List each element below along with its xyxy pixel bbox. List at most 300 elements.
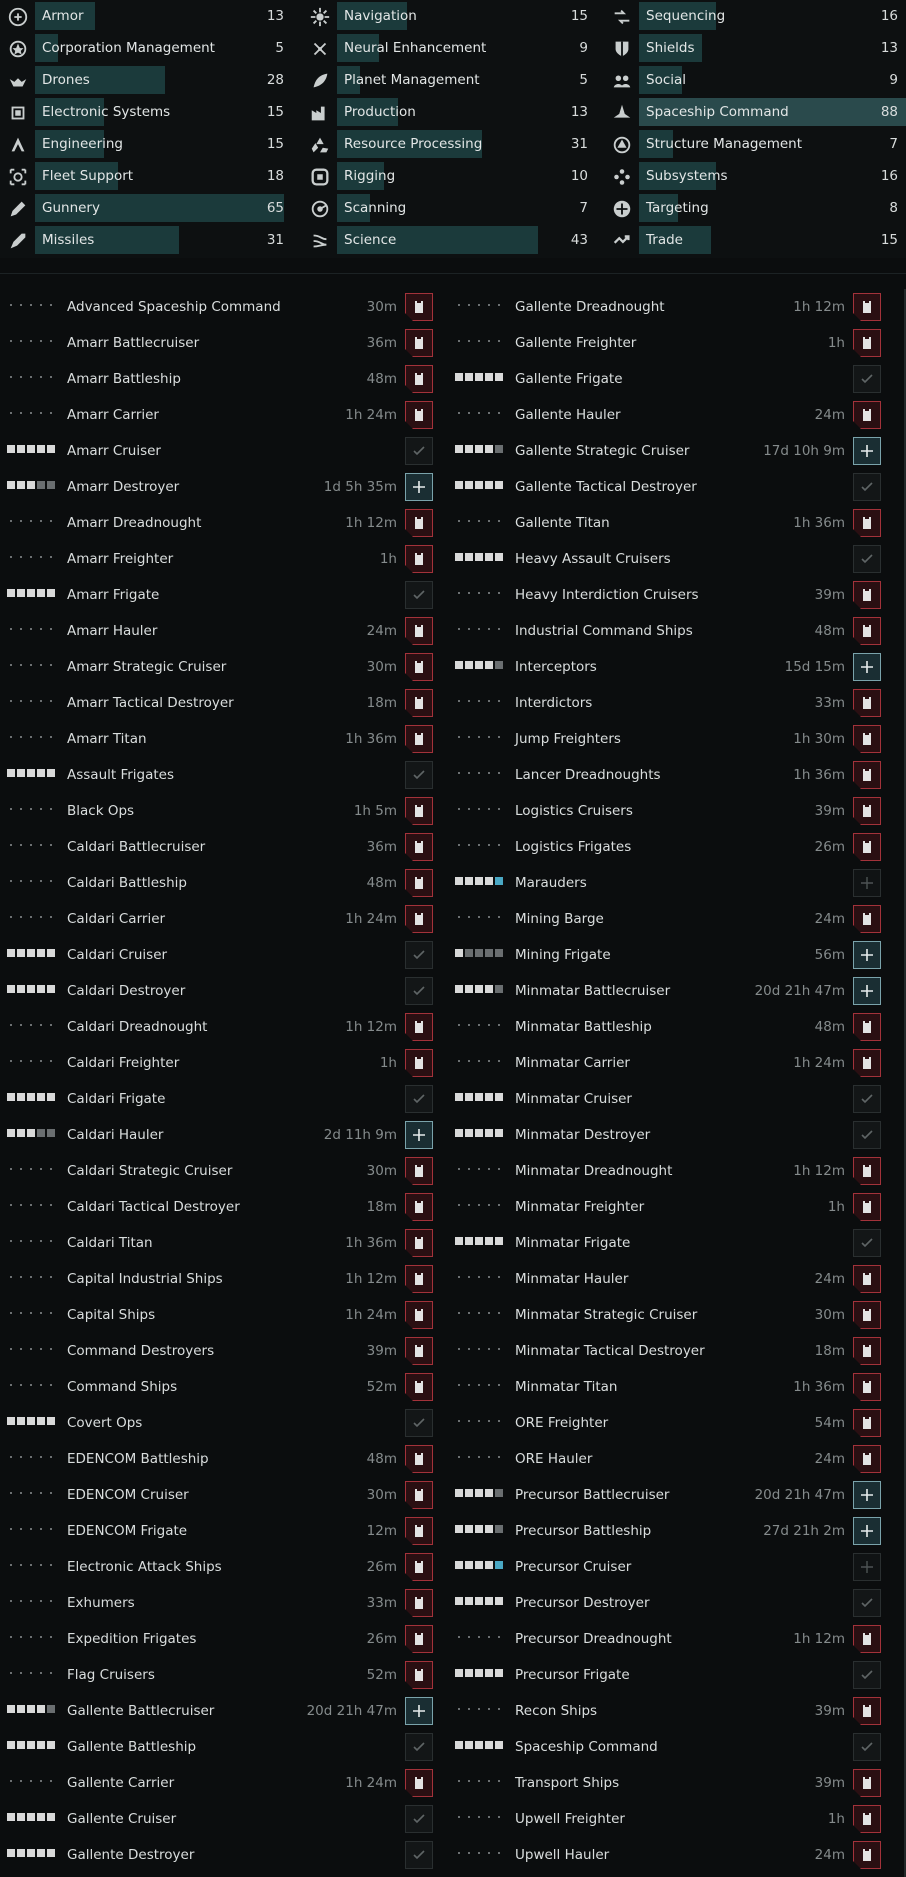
inject-skillbook-button[interactable] — [405, 1625, 433, 1653]
inject-skillbook-button[interactable] — [405, 401, 433, 429]
skill-row[interactable] — [0, 1261, 440, 1297]
skill-row[interactable] — [448, 685, 888, 721]
skill-row[interactable] — [0, 469, 440, 505]
skill-level-indicator — [7, 301, 55, 309]
skill-level-box — [17, 517, 25, 525]
skill-row[interactable] — [0, 1369, 440, 1405]
skill-level-box — [465, 445, 473, 453]
skill-level-box — [455, 1345, 463, 1353]
skill-level-box — [27, 769, 35, 777]
skill-level-box — [17, 481, 25, 489]
trained-check-icon — [405, 1805, 433, 1833]
inject-skillbook-button[interactable] — [853, 1265, 881, 1293]
skill-row[interactable] — [448, 1009, 888, 1045]
inject-skillbook-button[interactable] — [853, 833, 881, 861]
skill-row[interactable] — [0, 397, 440, 433]
skill-row[interactable] — [448, 505, 888, 541]
skill-level-indicator — [455, 517, 503, 525]
skill-level-box — [17, 1165, 25, 1173]
skill-row[interactable] — [448, 1765, 888, 1801]
skill-level-box — [485, 1345, 493, 1353]
skill-level-box — [475, 1741, 483, 1749]
skill-row[interactable] — [0, 1117, 440, 1153]
skill-level-box — [7, 445, 15, 453]
skill-row[interactable] — [0, 721, 440, 757]
category-count: 15 — [880, 232, 898, 248]
skill-level-box — [47, 1165, 55, 1173]
add-to-queue-button[interactable] — [853, 977, 881, 1005]
inject-skillbook-button[interactable] — [853, 401, 881, 429]
skill-row[interactable] — [0, 1189, 440, 1225]
skill-level-indicator — [455, 1129, 503, 1137]
skill-row[interactable] — [448, 1189, 888, 1225]
inject-skillbook-button[interactable] — [405, 1229, 433, 1257]
category-resource-processing[interactable] — [302, 129, 596, 159]
skill-level-box — [465, 1561, 473, 1569]
inject-skillbook-button[interactable] — [853, 1373, 881, 1401]
inject-skillbook-button[interactable] — [853, 1337, 881, 1365]
skill-level-box — [47, 1309, 55, 1317]
category-engineering[interactable] — [0, 129, 292, 159]
skill-level-box — [495, 481, 503, 489]
skill-name: Minmatar Hauler — [515, 1271, 629, 1287]
skill-level-box — [47, 1849, 55, 1857]
category-corporation-management[interactable] — [0, 33, 292, 63]
inject-skillbook-button[interactable] — [853, 1697, 881, 1725]
skill-row[interactable] — [0, 973, 440, 1009]
skill-level-box — [455, 1309, 463, 1317]
inject-skillbook-button[interactable] — [405, 365, 433, 393]
skill-level-box — [17, 769, 25, 777]
skill-row[interactable] — [448, 1513, 888, 1549]
skill-name: Mining Frigate — [515, 947, 611, 963]
add-to-queue-button[interactable] — [853, 1517, 881, 1545]
skill-level-box — [455, 1021, 463, 1029]
skill-row[interactable] — [448, 937, 888, 973]
skill-level-box — [455, 1633, 463, 1641]
skill-row[interactable] — [0, 433, 440, 469]
skill-row[interactable] — [0, 685, 440, 721]
recycle-icon — [306, 132, 334, 158]
skill-level-box — [37, 409, 45, 417]
inject-skillbook-button[interactable] — [853, 1841, 881, 1869]
skill-level-box — [475, 1201, 483, 1209]
add-to-queue-button[interactable] — [853, 941, 881, 969]
skill-row[interactable] — [0, 1837, 440, 1873]
category-label: Planet Management — [344, 72, 480, 88]
skill-level-box — [27, 949, 35, 957]
skill-level-box — [485, 1021, 493, 1029]
skill-level-box — [455, 1057, 463, 1065]
skill-level-box — [37, 1525, 45, 1533]
skill-level-indicator — [455, 445, 503, 453]
skill-train-time: 12m — [366, 1523, 397, 1539]
inject-skillbook-button[interactable] — [853, 689, 881, 717]
skill-level-box — [27, 409, 35, 417]
skill-level-box — [475, 517, 483, 525]
inject-skillbook-button[interactable] — [405, 1337, 433, 1365]
skill-row[interactable] — [0, 1801, 440, 1837]
category-sequencing[interactable] — [604, 1, 906, 31]
skill-level-box — [47, 481, 55, 489]
skill-row[interactable] — [0, 865, 440, 901]
skill-level-box — [465, 769, 473, 777]
skill-level-indicator — [455, 1165, 503, 1173]
inject-skillbook-button[interactable] — [405, 1373, 433, 1401]
skill-name: Amarr Battleship — [67, 371, 181, 387]
inject-skillbook-button[interactable] — [405, 329, 433, 357]
skill-row[interactable] — [448, 1225, 888, 1261]
add-to-queue-button[interactable] — [405, 1121, 433, 1149]
skill-level-indicator — [455, 1237, 503, 1245]
inject-skillbook-button[interactable] — [405, 545, 433, 573]
category-trade[interactable] — [604, 225, 906, 255]
skill-row[interactable] — [448, 1405, 888, 1441]
skill-level-box — [47, 1489, 55, 1497]
skill-row[interactable] — [0, 289, 440, 325]
category-subsystems[interactable] — [604, 161, 906, 191]
skill-name: Amarr Cruiser — [67, 443, 161, 459]
skill-level-box — [7, 589, 15, 597]
skill-level-box — [495, 1705, 503, 1713]
skill-level-indicator — [455, 589, 503, 597]
inject-skillbook-button[interactable] — [405, 797, 433, 825]
skill-row[interactable] — [448, 361, 888, 397]
skill-level-box — [465, 985, 473, 993]
inject-skillbook-button[interactable] — [405, 1481, 433, 1509]
category-count: 10 — [570, 168, 588, 184]
skill-level-box — [37, 697, 45, 705]
skill-row[interactable] — [0, 325, 440, 361]
skill-row[interactable] — [448, 973, 888, 1009]
skill-row[interactable] — [0, 901, 440, 937]
skill-row[interactable] — [0, 1729, 440, 1765]
skill-level-box — [465, 805, 473, 813]
inject-skillbook-button[interactable] — [405, 653, 433, 681]
skill-name: Gallente Titan — [515, 515, 610, 531]
skill-row[interactable] — [448, 1549, 888, 1585]
category-count: 43 — [570, 232, 588, 248]
skill-row[interactable] — [448, 577, 888, 613]
inject-skillbook-button[interactable] — [853, 581, 881, 609]
category-count: 13 — [570, 104, 588, 120]
skill-row[interactable] — [448, 1657, 888, 1693]
inject-skillbook-button[interactable] — [853, 1625, 881, 1653]
skill-level-box — [47, 445, 55, 453]
inject-skillbook-button[interactable] — [405, 1193, 433, 1221]
skill-row[interactable] — [0, 1045, 440, 1081]
category-social[interactable] — [604, 65, 906, 95]
skill-row[interactable] — [448, 1153, 888, 1189]
inject-skillbook-button[interactable] — [853, 1445, 881, 1473]
inject-skillbook-button[interactable] — [405, 617, 433, 645]
skill-name: Capital Industrial Ships — [67, 1271, 223, 1287]
skill-row[interactable] — [448, 649, 888, 685]
skill-row[interactable] — [448, 1477, 888, 1513]
skill-row[interactable] — [0, 1225, 440, 1261]
inject-skillbook-button[interactable] — [853, 761, 881, 789]
skill-level-box — [47, 1381, 55, 1389]
skill-row[interactable] — [448, 1801, 888, 1837]
inject-skillbook-button[interactable] — [853, 1409, 881, 1437]
skill-row[interactable] — [0, 1765, 440, 1801]
skill-row[interactable] — [448, 1081, 888, 1117]
skill-row[interactable] — [0, 1297, 440, 1333]
category-spaceship-command[interactable] — [604, 97, 906, 127]
category-drones[interactable] — [0, 65, 292, 95]
skill-row[interactable] — [448, 1333, 888, 1369]
skill-train-time: 30m — [814, 1307, 845, 1323]
skill-level-box — [495, 1237, 503, 1245]
inject-skillbook-button[interactable] — [853, 617, 881, 645]
skill-level-box — [465, 913, 473, 921]
skill-row[interactable] — [0, 1585, 440, 1621]
skill-row[interactable] — [448, 721, 888, 757]
skill-level-box — [485, 1309, 493, 1317]
skill-row[interactable] — [448, 757, 888, 793]
skill-row[interactable] — [448, 289, 888, 325]
category-navigation[interactable] — [302, 1, 596, 31]
skill-level-box — [485, 877, 493, 885]
skill-name: Gallente Freighter — [515, 335, 637, 351]
skill-level-box — [465, 1129, 473, 1137]
skill-row[interactable] — [0, 1621, 440, 1657]
skill-row[interactable] — [448, 1585, 888, 1621]
skill-row[interactable] — [448, 829, 888, 865]
skill-name: Minmatar Battleship — [515, 1019, 652, 1035]
skill-row[interactable] — [448, 469, 888, 505]
skill-name: Caldari Strategic Cruiser — [67, 1163, 233, 1179]
skill-level-indicator — [7, 373, 55, 381]
skill-train-time: 24m — [366, 623, 397, 639]
skill-row[interactable] — [0, 1009, 440, 1045]
skill-level-box — [465, 373, 473, 381]
skill-row[interactable] — [0, 1513, 440, 1549]
skill-level-box — [465, 1453, 473, 1461]
skill-level-indicator — [7, 805, 55, 813]
skill-row[interactable] — [0, 613, 440, 649]
inject-skillbook-button[interactable] — [853, 293, 881, 321]
skill-level-indicator — [7, 733, 55, 741]
skill-level-box — [485, 589, 493, 597]
skill-level-box — [27, 805, 35, 813]
inject-skillbook-button[interactable] — [405, 1589, 433, 1617]
skill-row[interactable] — [448, 1369, 888, 1405]
inject-skillbook-button[interactable] — [853, 1157, 881, 1185]
skill-level-box — [37, 1597, 45, 1605]
skill-level-box — [455, 877, 463, 885]
skill-level-box — [455, 337, 463, 345]
skill-level-box — [465, 517, 473, 525]
skill-level-box — [17, 1741, 25, 1749]
skill-level-indicator — [7, 1813, 55, 1821]
skill-level-box — [495, 1165, 503, 1173]
category-production[interactable] — [302, 97, 596, 127]
inject-skillbook-button[interactable] — [853, 329, 881, 357]
inject-skillbook-button[interactable] — [405, 1157, 433, 1185]
inject-skillbook-button[interactable] — [853, 1301, 881, 1329]
category-neural-enhancement[interactable] — [302, 33, 596, 63]
inject-skillbook-button[interactable] — [853, 797, 881, 825]
skill-row[interactable] — [448, 1729, 888, 1765]
skill-row[interactable] — [0, 793, 440, 829]
skill-row[interactable] — [448, 865, 888, 901]
skill-level-box — [465, 481, 473, 489]
chip-icon — [4, 100, 32, 126]
inject-skillbook-button[interactable] — [405, 1265, 433, 1293]
category-targeting[interactable] — [604, 193, 906, 223]
inject-skillbook-button[interactable] — [405, 905, 433, 933]
trained-check-icon — [853, 1589, 881, 1617]
inject-skillbook-button[interactable] — [405, 689, 433, 717]
skill-level-box — [37, 1669, 45, 1677]
trained-check-icon — [853, 1733, 881, 1761]
skill-row[interactable] — [448, 1621, 888, 1657]
skill-level-box — [475, 1273, 483, 1281]
skill-row[interactable] — [0, 829, 440, 865]
inject-skillbook-button[interactable] — [853, 509, 881, 537]
skill-row[interactable] — [0, 649, 440, 685]
category-armor[interactable] — [0, 1, 292, 31]
inject-skillbook-button[interactable] — [405, 833, 433, 861]
skill-row[interactable] — [448, 1693, 888, 1729]
inject-skillbook-button[interactable] — [405, 1661, 433, 1689]
skill-level-box — [7, 1489, 15, 1497]
skill-name: Minmatar Battlecruiser — [515, 983, 671, 999]
inject-skillbook-button[interactable] — [405, 1301, 433, 1329]
add-to-queue-button[interactable] — [853, 653, 881, 681]
skill-row[interactable] — [0, 541, 440, 577]
skill-level-box — [485, 1129, 493, 1137]
skill-level-indicator — [7, 1201, 55, 1209]
skill-row[interactable] — [448, 433, 888, 469]
skill-train-time: 18m — [366, 695, 397, 711]
category-missiles[interactable] — [0, 225, 292, 255]
skill-row[interactable] — [0, 361, 440, 397]
skill-row[interactable] — [448, 1045, 888, 1081]
inject-skillbook-button[interactable] — [853, 1193, 881, 1221]
skill-row[interactable] — [0, 1405, 440, 1441]
category-planet-management[interactable] — [302, 65, 596, 95]
add-to-queue-button[interactable] — [853, 1481, 881, 1509]
inject-skillbook-button[interactable] — [405, 1445, 433, 1473]
category-gunnery[interactable] — [0, 193, 292, 223]
skill-row[interactable] — [0, 1333, 440, 1369]
skill-train-time: 20d 21h 47m — [754, 1487, 845, 1503]
inject-skillbook-button[interactable] — [405, 1769, 433, 1797]
skill-row[interactable] — [448, 793, 888, 829]
add-to-queue-button[interactable] — [853, 1553, 881, 1581]
skill-train-time: 27d 21h 2m — [763, 1523, 845, 1539]
skill-level-box — [475, 553, 483, 561]
category-rigging[interactable] — [302, 161, 596, 191]
skill-name: Gallente Battlecruiser — [67, 1703, 215, 1719]
skill-level-box — [27, 625, 35, 633]
inject-skillbook-button[interactable] — [405, 1517, 433, 1545]
skill-train-time: 1h 12m — [793, 1631, 845, 1647]
skill-level-box — [27, 1093, 35, 1101]
skill-level-indicator — [455, 1057, 503, 1065]
skill-level-box — [495, 1525, 503, 1533]
inject-skillbook-button[interactable] — [853, 1805, 881, 1833]
add-to-queue-button[interactable] — [405, 473, 433, 501]
skill-row[interactable] — [0, 1549, 440, 1585]
skill-level-box — [27, 1273, 35, 1281]
skill-row[interactable] — [0, 577, 440, 613]
skill-train-time: 36m — [366, 839, 397, 855]
inject-skillbook-button[interactable] — [853, 725, 881, 753]
inject-skillbook-button[interactable] — [405, 725, 433, 753]
category-label: Science — [344, 232, 397, 248]
skill-name: Assault Frigates — [67, 767, 175, 783]
scanning-icon — [306, 196, 334, 222]
category-science[interactable] — [302, 225, 596, 255]
skill-row[interactable] — [0, 1693, 440, 1729]
skill-row[interactable] — [0, 1081, 440, 1117]
skill-row[interactable] — [0, 1153, 440, 1189]
add-to-queue-button[interactable] — [853, 869, 881, 897]
category-shields[interactable] — [604, 33, 906, 63]
skill-level-box — [17, 1345, 25, 1353]
skill-row[interactable] — [0, 937, 440, 973]
inject-skillbook-button[interactable] — [405, 869, 433, 897]
skill-row[interactable] — [448, 541, 888, 577]
inject-skillbook-button[interactable] — [405, 1049, 433, 1077]
category-label: Trade — [646, 232, 683, 248]
skill-row[interactable] — [448, 325, 888, 361]
add-to-queue-button[interactable] — [405, 1697, 433, 1725]
skill-row[interactable] — [448, 1117, 888, 1153]
category-label: Structure Management — [646, 136, 803, 152]
inject-skillbook-button[interactable] — [405, 1553, 433, 1581]
inject-skillbook-button[interactable] — [853, 905, 881, 933]
category-count: 13 — [880, 40, 898, 56]
category-label: Engineering — [42, 136, 123, 152]
skill-row[interactable] — [448, 1441, 888, 1477]
category-electronic-systems[interactable] — [0, 97, 292, 127]
category-structure-management[interactable] — [604, 129, 906, 159]
skill-row[interactable] — [0, 1441, 440, 1477]
skill-row[interactable] — [448, 901, 888, 937]
skill-row[interactable] — [0, 505, 440, 541]
skill-level-box — [27, 697, 35, 705]
skill-row[interactable] — [0, 757, 440, 793]
skill-row[interactable] — [448, 1261, 888, 1297]
skill-name: Minmatar Frigate — [515, 1235, 631, 1251]
inject-skillbook-button[interactable] — [405, 509, 433, 537]
category-fleet-support[interactable] — [0, 161, 292, 191]
skill-level-box — [27, 1453, 35, 1461]
skill-level-box — [475, 733, 483, 741]
skill-row[interactable] — [448, 1297, 888, 1333]
skill-level-box — [37, 373, 45, 381]
skill-row[interactable] — [0, 1657, 440, 1693]
add-to-queue-button[interactable] — [853, 437, 881, 465]
inject-skillbook-button[interactable] — [853, 1769, 881, 1797]
skill-level-box — [485, 1813, 493, 1821]
skill-row[interactable] — [448, 1837, 888, 1873]
skill-name: Marauders — [515, 875, 587, 891]
inject-skillbook-button[interactable] — [853, 1049, 881, 1077]
inject-skillbook-button[interactable] — [405, 1013, 433, 1041]
category-scanning[interactable] — [302, 193, 596, 223]
inject-skillbook-button[interactable] — [853, 1013, 881, 1041]
skill-row[interactable] — [0, 1477, 440, 1513]
category-label: Drones — [42, 72, 90, 88]
inject-skillbook-button[interactable] — [405, 293, 433, 321]
skill-row[interactable] — [448, 397, 888, 433]
skill-row[interactable] — [448, 613, 888, 649]
